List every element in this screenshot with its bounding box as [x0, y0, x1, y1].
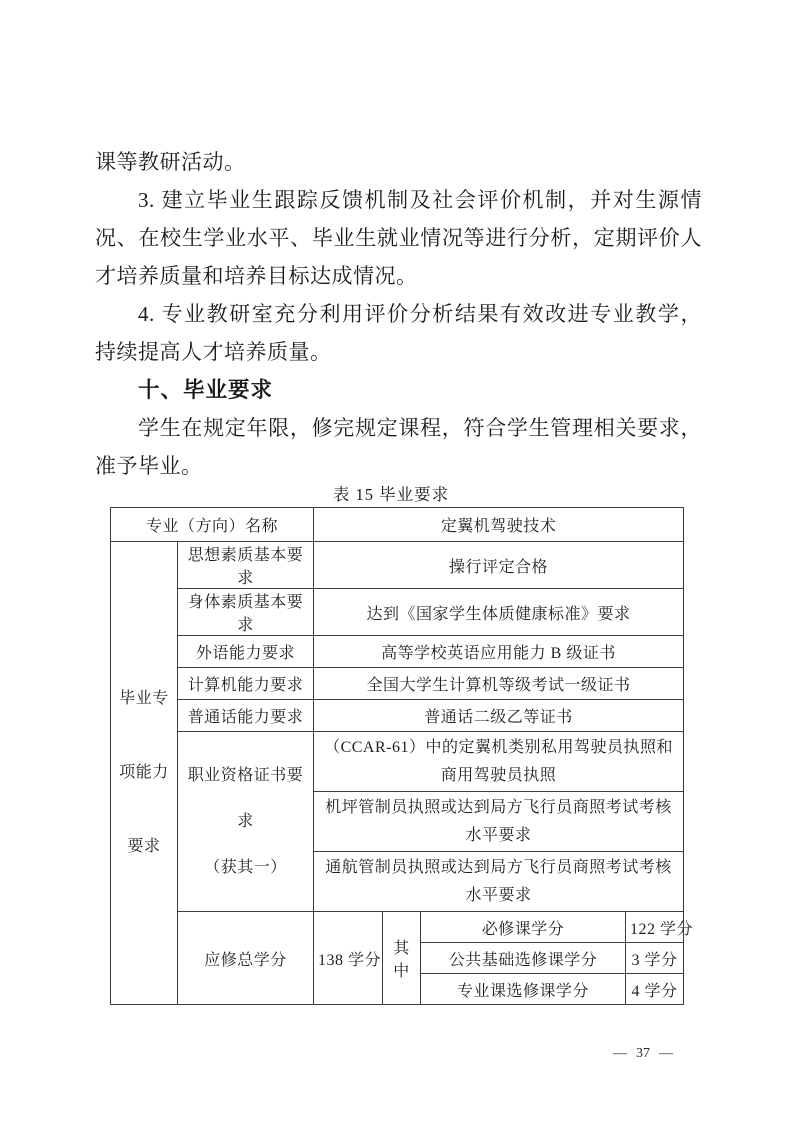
requirement-label-cell: 外语能力要求 [178, 636, 314, 668]
credit-item-value-cell: 122 学分 [626, 912, 684, 943]
requirement-value-cell: 普通话二级乙等证书 [314, 700, 684, 732]
table-row [111, 636, 684, 668]
credit-item-label-cell: 专业课选修课学分 [421, 974, 626, 1005]
body-text-line: 学生在规定年限，修完规定课程，符合学生管理相关要求， [138, 416, 702, 440]
certificate-option-cell: 机坪管制员执照或达到局方飞行员商照考试考核水平要求 [314, 792, 684, 852]
certificate-label-cell [178, 732, 314, 912]
requirement-value-cell: 达到《国家学生体质健康标准》要求 [314, 589, 684, 636]
credit-item-value-cell: 3 学分 [626, 943, 684, 974]
section-heading: 十、毕业要求 [138, 378, 274, 402]
body-text-line: 才培养质量和培养目标达成情况。 [95, 264, 418, 288]
graduation-requirements-table [110, 507, 694, 1005]
group-label-cell [111, 542, 178, 1005]
body-text-line: 4. 专业教研室充分利用评价分析结果有效改进专业教学， [138, 302, 702, 326]
page-number-dash-left: — [613, 1046, 627, 1061]
requirement-value-cell: 全国大学生计算机等级考试一级证书 [314, 668, 684, 700]
requirement-value-cell: 操行评定合格 [314, 542, 684, 589]
table-caption: 表 15 毕业要求 [332, 485, 450, 504]
requirement-label-cell: 普通话能力要求 [178, 700, 314, 732]
requirement-label-cell: 身体素质基本要求 [178, 589, 314, 636]
major-name-value-cell: 定翼机驾驶技术 [314, 508, 684, 542]
page-number [598, 1046, 688, 1062]
requirement-label-cell: 计算机能力要求 [178, 668, 314, 700]
group-label-text: 毕业专项能力要求 [119, 690, 169, 855]
certificate-option-cell: 通航管制员执照或达到局方飞行员商照考试考核水平要求 [314, 852, 684, 912]
table-row [111, 732, 684, 792]
table-row [111, 912, 684, 943]
certificate-option-cell: （CCAR-61）中的定翼机类别私用驾驶员执照和商用驾驶员执照 [314, 732, 684, 792]
credits-total-cell: 138 学分 [314, 912, 383, 1005]
certificate-label-note: （获其一） [204, 858, 287, 876]
credits-among-cell: 其中 [383, 912, 421, 1005]
credits-label-cell: 应修总学分 [178, 912, 314, 1005]
requirement-value-cell: 高等学校英语应用能力 B 级证书 [314, 636, 684, 668]
credit-item-value-cell: 4 学分 [626, 974, 684, 1005]
body-text-line: 况、在校生学业水平、毕业生就业情况等进行分析，定期评价人 [95, 226, 702, 250]
certificate-label-text: 职业资格证书要求 [187, 766, 304, 830]
page-content [95, 143, 702, 1005]
table-row [111, 589, 684, 636]
requirement-label-cell: 思想素质基本要求 [178, 542, 314, 589]
body-text-line: 持续提高人才培养质量。 [95, 340, 332, 364]
body-text-line: 课等教研活动。 [95, 150, 246, 174]
body-text-line: 准予毕业。 [95, 454, 203, 478]
major-name-label-cell: 专业（方向）名称 [111, 508, 314, 542]
page-number-value: 37 [636, 1046, 650, 1061]
table-row [111, 542, 684, 589]
page-number-dash-right: — [659, 1046, 673, 1061]
credit-item-label-cell: 必修课学分 [421, 912, 626, 943]
table-row [111, 700, 684, 732]
table-row [111, 508, 684, 542]
table-row [111, 668, 684, 700]
body-text-line: 3. 建立毕业生跟踪反馈机制及社会评价机制，并对生源情 [138, 188, 702, 212]
credit-item-label-cell: 公共基础选修课学分 [421, 943, 626, 974]
